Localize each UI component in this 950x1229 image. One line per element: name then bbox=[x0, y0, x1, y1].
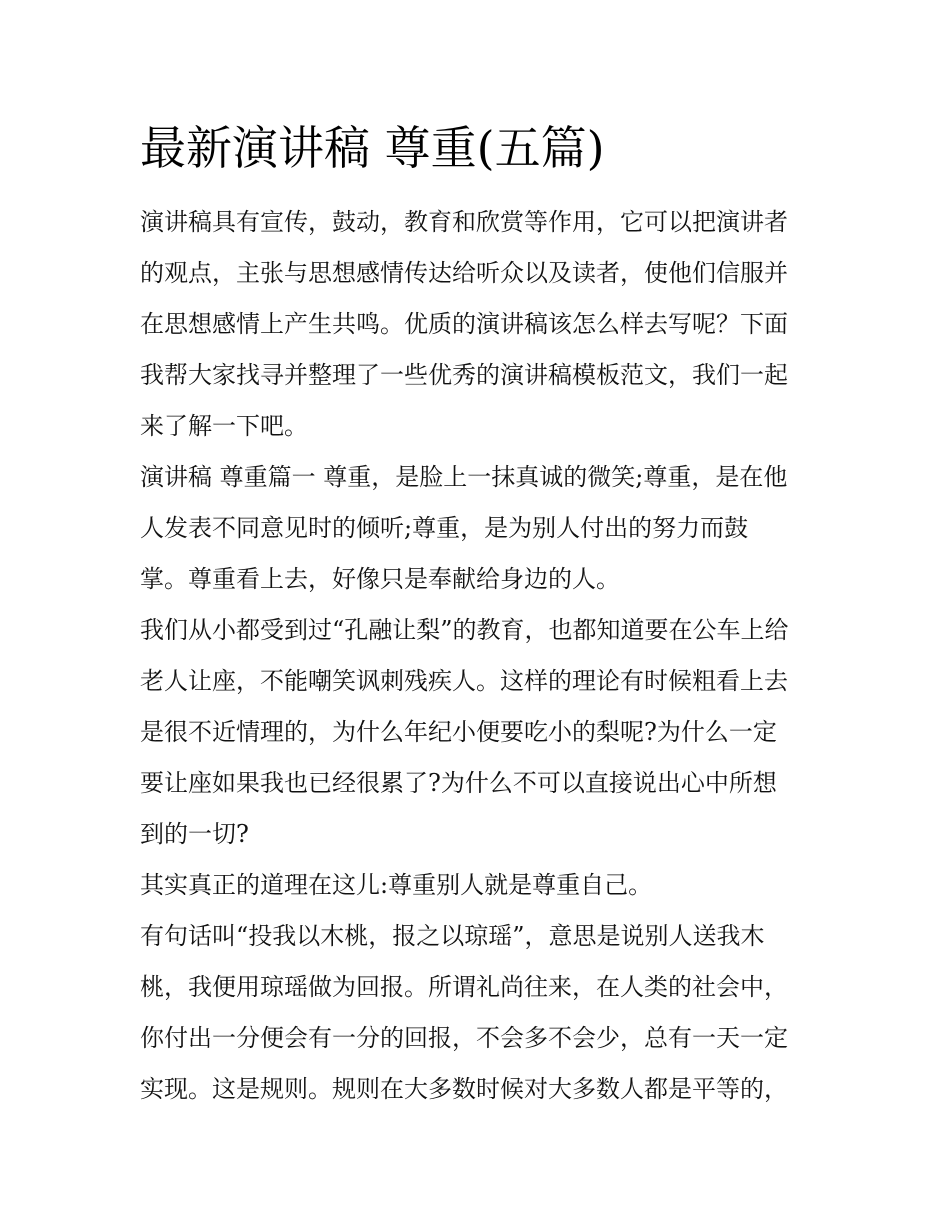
text-line: 老人让座，不能嘲笑讽刺残疾人。这样的理论有时候粗看上去 bbox=[140, 667, 788, 695]
text-line: 来了解一下吧。 bbox=[140, 412, 308, 440]
text-line: 其实真正的道理在这儿:尊重别人就是尊重自己。 bbox=[140, 871, 653, 899]
text-line: 到的一切? bbox=[140, 820, 249, 848]
paragraph-truth bbox=[140, 860, 820, 911]
text-line: 实现。这是规则。规则在大多数时候对大多数人都是平等的， bbox=[140, 1075, 788, 1103]
text-line: 我们从小都受到过“孔融让梨”的教育，也都知道要在公车上给 bbox=[140, 616, 789, 644]
text-line: 掌。尊重看上去，好像只是奉献给身边的人。 bbox=[140, 565, 620, 593]
paragraph-intro bbox=[140, 197, 820, 452]
text-line: 有句话叫“投我以木桃，报之以琼瑶”，意思是说别人送我木 bbox=[140, 922, 765, 950]
text-line: 演讲稿具有宣传，鼓动，教育和欣赏等作用，它可以把演讲者 bbox=[140, 208, 788, 236]
text-line: 要让座如果我也已经很累了?为什么不可以直接说出心中所想 bbox=[140, 769, 777, 797]
document-body bbox=[140, 197, 820, 1115]
text-line: 桃，我便用琼瑶做为回报。所谓礼尚往来，在人类的社会中， bbox=[140, 973, 788, 1001]
paragraph-reciprocity bbox=[140, 911, 820, 1115]
text-line: 人发表不同意见时的倾听;尊重，是为别人付出的努力而鼓 bbox=[140, 514, 749, 542]
text-line: 演讲稿 尊重篇一 尊重，是脸上一抹真诚的微笑;尊重，是在他 bbox=[140, 463, 788, 491]
paragraph-kongrong bbox=[140, 605, 820, 860]
text-line: 我帮大家找寻并整理了一些优秀的演讲稿模板范文，我们一起 bbox=[140, 361, 788, 389]
paragraph-speech-one bbox=[140, 452, 820, 605]
document-title: 最新演讲稿 尊重(五篇) bbox=[140, 121, 605, 175]
text-line: 是很不近情理的，为什么年纪小便要吃小的梨呢?为什么一定 bbox=[140, 718, 777, 746]
text-line: 你付出一分便会有一分的回报，不会多不会少，总有一天一定 bbox=[140, 1024, 788, 1052]
text-line: 的观点，主张与思想感情传达给听众以及读者，使他们信服并 bbox=[140, 259, 788, 287]
text-line: 在思想感情上产生共鸣。优质的演讲稿该怎么样去写呢？下面 bbox=[140, 310, 788, 338]
